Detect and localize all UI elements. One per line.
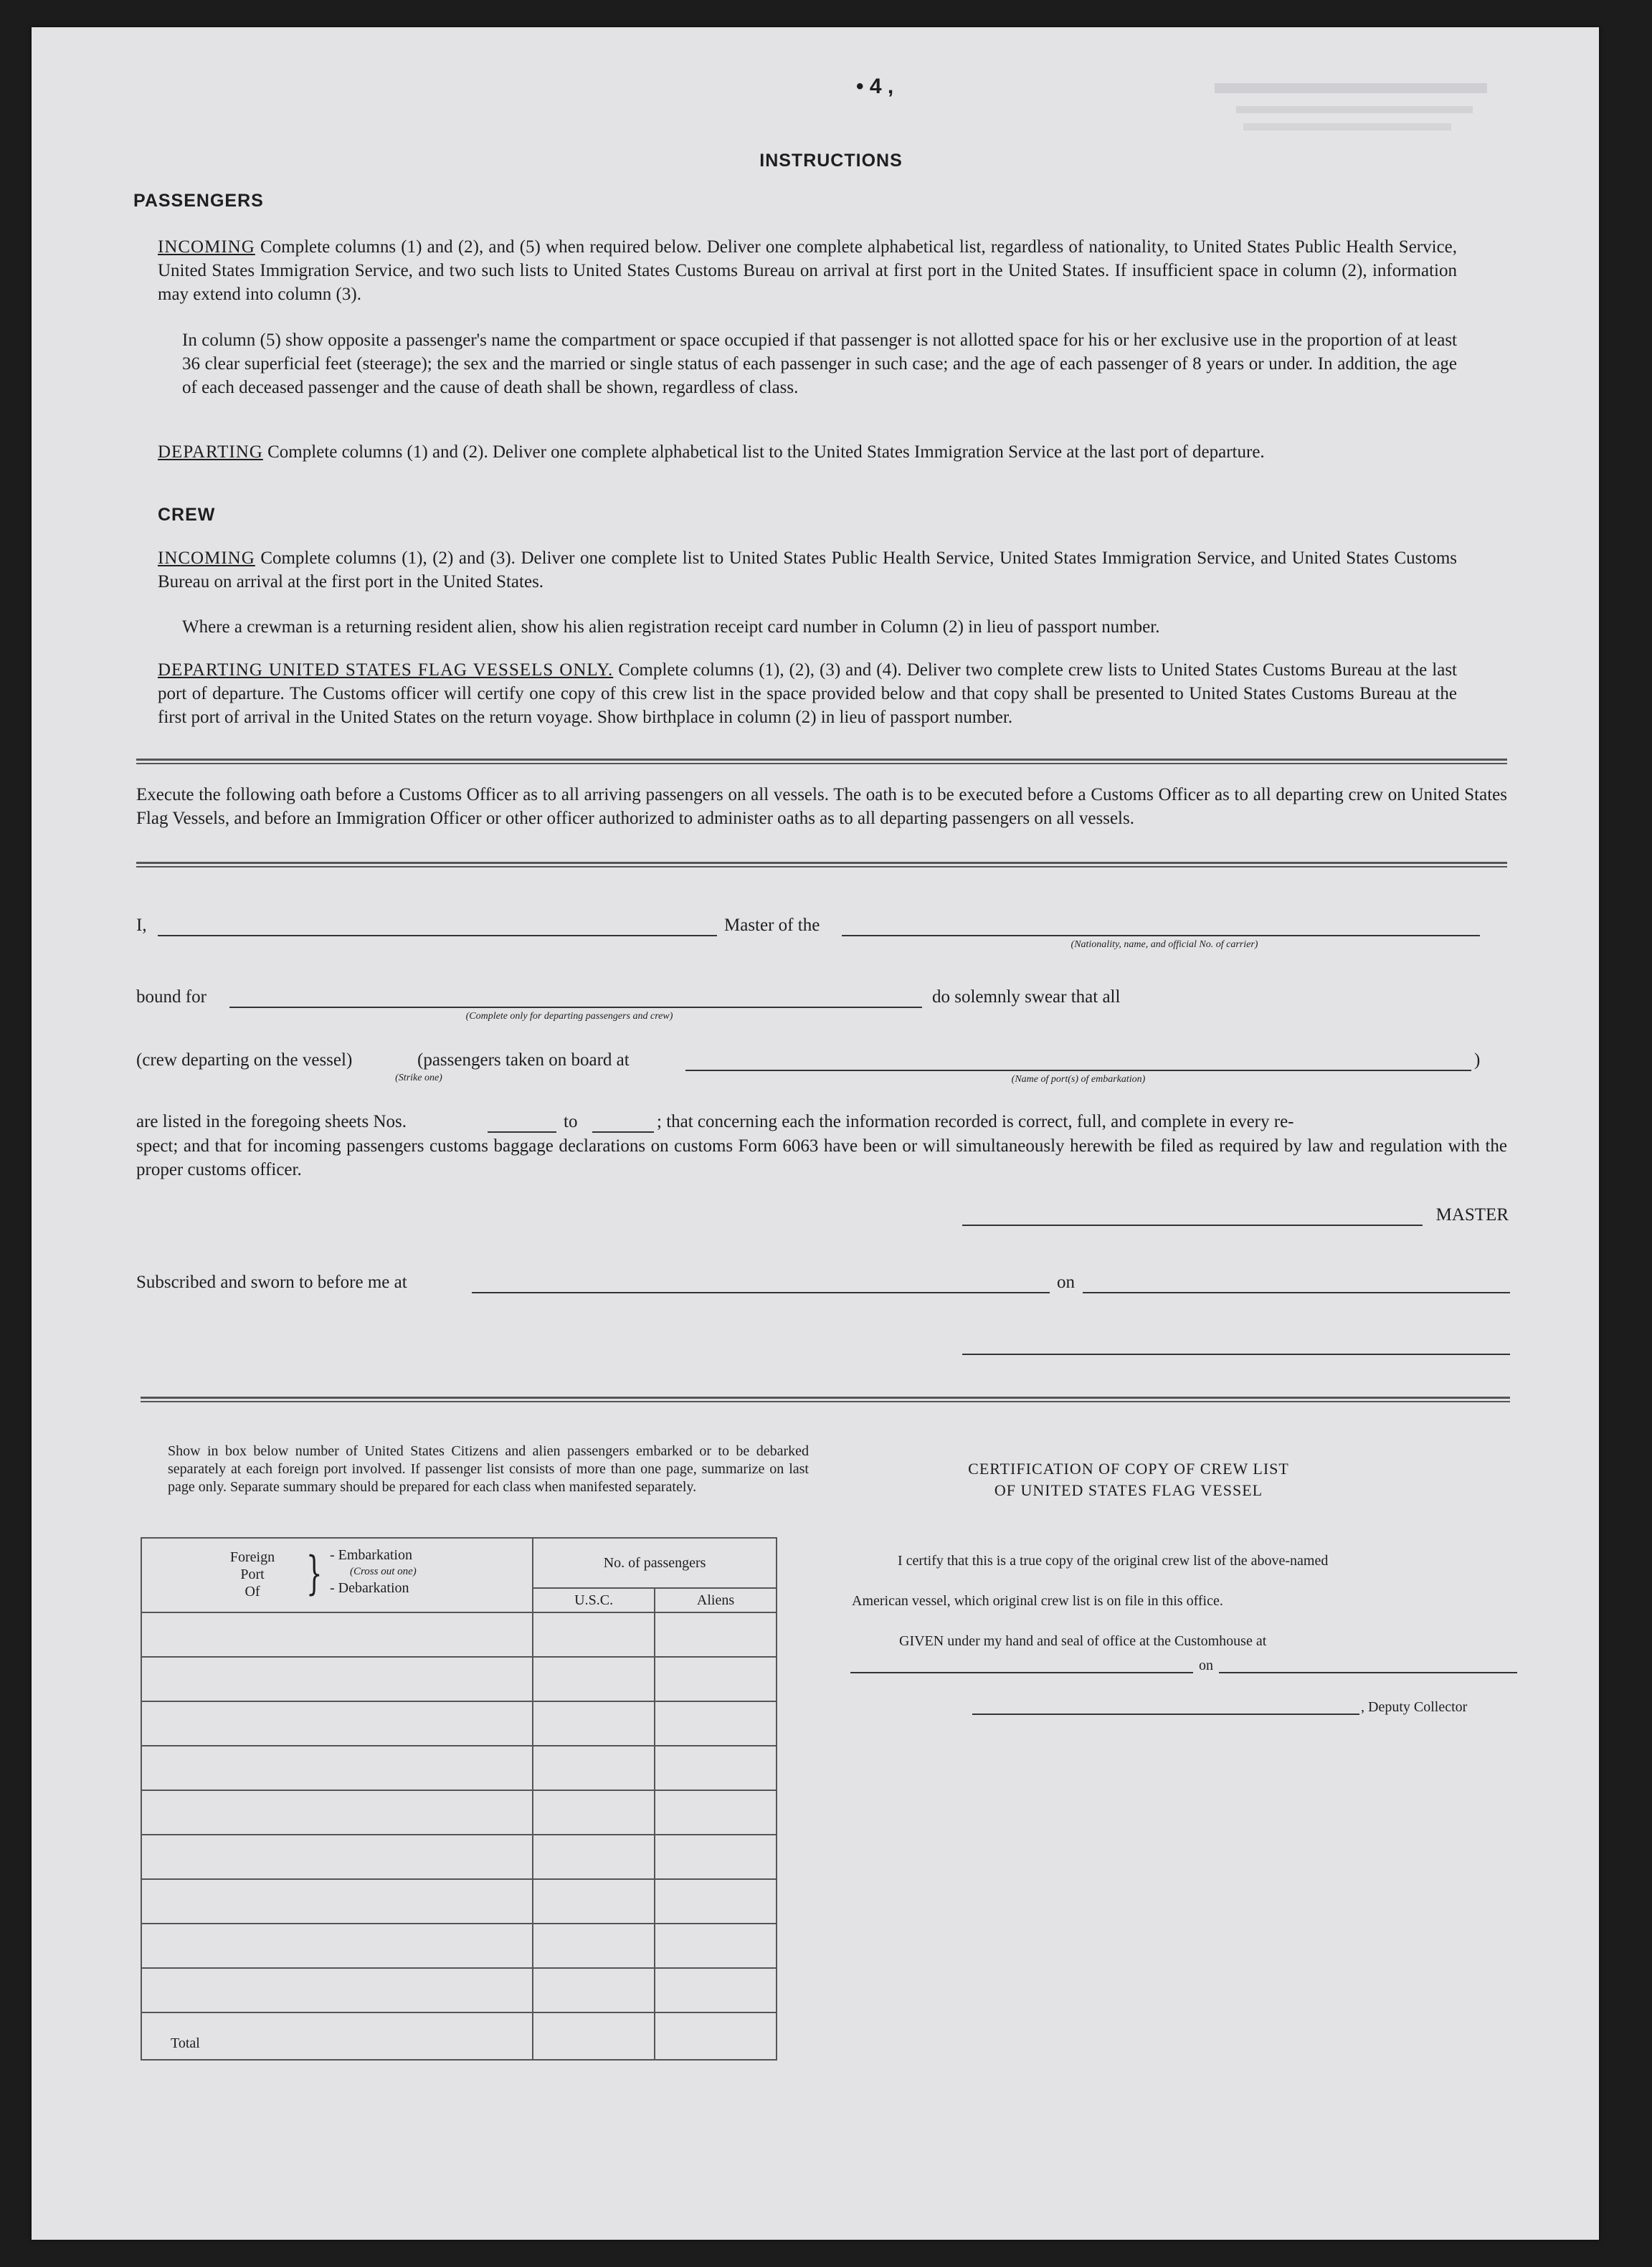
passengers-departing-label: DEPARTING xyxy=(158,442,263,462)
crew-incoming-label: INCOMING xyxy=(158,548,255,568)
deputy-signature-line[interactable] xyxy=(972,1714,1359,1715)
port-cell[interactable] xyxy=(141,1746,533,1790)
passengers-taken-option: (passengers taken on board at xyxy=(417,1050,630,1070)
aliens-cell[interactable] xyxy=(655,1924,777,1968)
certify-on-label: on xyxy=(1199,1658,1213,1673)
listed-sheets-label: are listed in the foregoing sheets Nos. xyxy=(136,1112,407,1131)
usc-cell[interactable] xyxy=(533,1879,655,1924)
port-cell[interactable] xyxy=(141,1835,533,1879)
crew-departing-text: Complete columns (1), (2), (3) and (4). Deliver two complete crew lists to United States Customs Bureau at the last port of departure. The Customs officer will certify one copy of this crew list in the space provided below and that copy shall be presented to United States Customs Bureau at the first port of arrival in the United States on the return voyage. Show birthplace in column (2) in lieu of passport number. xyxy=(158,660,1457,727)
master-of-label: Master of the xyxy=(724,916,820,935)
ports-note: (Name of port(s) of embarkation) xyxy=(1011,1074,1146,1085)
document-sheet xyxy=(32,27,1599,2240)
master-label: MASTER xyxy=(1435,1205,1509,1225)
certification-title-2: OF UNITED STATES FLAG VESSEL xyxy=(994,1481,1263,1499)
passenger-summary-table xyxy=(141,1537,777,2061)
aliens-cell[interactable] xyxy=(655,1657,777,1701)
crew-heading: CREW xyxy=(158,505,216,525)
column5-paragraph: In column (5) show opposite a passenger's name the compartment or space occupied if that passenger is not allotted space for his or her exclusive use in the proportion of at least 36 clear superficial feet (steerage); the sex and the married or single status of each passenger in such case; and the age of each passenger of 8 years or under. In addition, the age of each deceased passenger and the cause of death shall be shown, regardless of class. xyxy=(182,331,1457,397)
crew-departing-option: (crew departing on the vessel) xyxy=(136,1050,353,1070)
aliens-cell[interactable] xyxy=(655,1746,777,1790)
total-aliens-cell[interactable] xyxy=(655,2012,777,2060)
port-cell[interactable] xyxy=(141,1701,533,1746)
usc-cell[interactable] xyxy=(533,1612,655,1657)
bound-for-note: (Complete only for departing passengers and crew) xyxy=(465,1011,673,1022)
cross-out-note: (Cross out one) xyxy=(350,1566,417,1577)
total-usc-cell[interactable] xyxy=(533,2012,655,2060)
subscribed-label: Subscribed and sworn to before me at xyxy=(136,1273,407,1292)
carrier-line[interactable] xyxy=(842,935,1480,936)
listed-baggage-text: spect; and that for incoming passengers customs baggage declarations on customs Form 6063 have been or will simultaneously herewith be filed as required by law and regulation with the proper customs officer. xyxy=(136,1136,1507,1179)
summary-instructions: Show in box below number of United States Citizens and alien passengers embarked or to be debarked separately at each foreign port involved. If passenger list consists of more than one page, summarize on last page only. Separate summary should be prepared for each class when manifested separately. xyxy=(168,1443,809,1495)
aliens-cell[interactable] xyxy=(655,1835,777,1879)
certification-title-1: CERTIFICATION OF COPY OF CREW LIST xyxy=(968,1460,1289,1478)
port-cell[interactable] xyxy=(141,1612,533,1657)
sworn-date-line[interactable] xyxy=(1083,1292,1510,1293)
passengers-heading: PASSENGERS xyxy=(133,191,264,211)
passengers-departing-text: Complete columns (1) and (2). Deliver one complete alphabetical list to the United States Immigration Service at the last port of departure. xyxy=(267,442,1265,462)
bound-for-line[interactable] xyxy=(229,1007,922,1008)
carrier-note: (Nationality, name, and official No. of carrier) xyxy=(1071,939,1258,950)
officer-signature-line[interactable] xyxy=(962,1354,1510,1355)
usc-cell[interactable] xyxy=(533,1924,655,1968)
port-cell[interactable] xyxy=(141,1790,533,1835)
usc-cell[interactable] xyxy=(533,1835,655,1879)
sworn-on-label: on xyxy=(1057,1273,1075,1292)
customhouse-line[interactable] xyxy=(850,1672,1193,1673)
given-under-hand: GIVEN under my hand and seal of office at the Customhouse at xyxy=(899,1633,1267,1649)
divider-oath xyxy=(136,862,1507,868)
certify-date-line[interactable] xyxy=(1219,1672,1517,1673)
usc-cell[interactable] xyxy=(533,1746,655,1790)
usc-cell[interactable] xyxy=(533,1701,655,1746)
oath-i-label: I, xyxy=(136,916,147,935)
crew-resident-paragraph: Where a crewman is a returning resident alien, show his alien registration receipt card number in Column (2) in lieu of passport number. xyxy=(182,617,1160,637)
aliens-cell[interactable] xyxy=(655,1790,777,1835)
master-name-line[interactable] xyxy=(158,935,717,936)
usc-cell[interactable] xyxy=(533,1657,655,1701)
certify-line-1: I certify that this is a true copy of the original crew list of the above-named xyxy=(898,1553,1329,1569)
aliens-cell[interactable] xyxy=(655,1968,777,2012)
aliens-cell[interactable] xyxy=(655,1879,777,1924)
close-paren: ) xyxy=(1474,1050,1481,1070)
crew-incoming-paragraph xyxy=(158,546,1457,594)
port-cell[interactable] xyxy=(141,1924,533,1968)
aliens-cell[interactable] xyxy=(655,1701,777,1746)
port-cell[interactable] xyxy=(141,1657,533,1701)
passengers-incoming-label: INCOMING xyxy=(158,237,255,257)
foreign-port-label: Foreign Port Of xyxy=(229,1549,275,1600)
bleed-through-stamp xyxy=(1215,69,1501,155)
aliens-header: Aliens xyxy=(655,1588,777,1612)
passengers-departing-paragraph xyxy=(158,440,1457,464)
sheet-to-line[interactable] xyxy=(592,1131,654,1133)
passengers-incoming-paragraph xyxy=(158,235,1457,306)
deputy-collector-label: , Deputy Collector xyxy=(1361,1699,1468,1715)
divider-top xyxy=(136,759,1507,764)
usc-header: U.S.C. xyxy=(533,1588,655,1612)
master-signature-line[interactable] xyxy=(962,1225,1423,1226)
passengers-incoming-text: Complete columns (1) and (2), and (5) when required below. Deliver one complete alphabetical list, regardless of nationality, to United States Public Health Service, United States Immigration Service, and two such lists to United States Customs Bureau on arrival at first port in the United States. If insufficient space in column (2), information may extend into column (3). xyxy=(158,237,1458,304)
instructions-title: INSTRUCTIONS xyxy=(759,151,903,171)
usc-cell[interactable] xyxy=(533,1968,655,2012)
embarkation-label: - Embarkation xyxy=(330,1547,412,1563)
page-mark: • 4 , xyxy=(856,75,894,98)
no-of-passengers-header: No. of passengers xyxy=(533,1538,777,1588)
listed-to-label: to xyxy=(564,1112,578,1131)
total-label: Total xyxy=(141,2012,533,2060)
sworn-place-line[interactable] xyxy=(472,1292,1050,1293)
port-cell[interactable] xyxy=(141,1879,533,1924)
certify-line-2: American vessel, which original crew list is on file in this office. xyxy=(852,1593,1223,1609)
solemnly-swear: do solemnly swear that all xyxy=(932,987,1121,1007)
listed-correct-text: ; that concerning each the information recorded is correct, full, and complete in every re- xyxy=(657,1112,1294,1131)
ports-line[interactable] xyxy=(685,1070,1471,1071)
oath-intro: Execute the following oath before a Customs Officer as to all arriving passengers on all vessels. The oath is to be executed before a Customs Officer as to all departing crew on United States Flag Vessels, and before an Immigration Officer or other officer authorized to administer oaths as to all departing passengers on all vessels. xyxy=(136,785,1507,828)
sheet-from-line[interactable] xyxy=(488,1131,556,1133)
strike-note: (Strike one) xyxy=(395,1073,442,1083)
brace-icon: } xyxy=(306,1547,323,1600)
crew-departing-label: DEPARTING UNITED STATES FLAG VESSELS ONLY. xyxy=(158,660,614,680)
usc-cell[interactable] xyxy=(533,1790,655,1835)
crew-departing-paragraph xyxy=(158,658,1457,729)
port-cell[interactable] xyxy=(141,1968,533,2012)
crew-incoming-text: Complete columns (1), (2) and (3). Deliver one complete list to United States Public Health Service, United States Immigration Service, and United States Customs Bureau on arrival at the first port in the United States. xyxy=(158,548,1457,591)
bound-for-label: bound for xyxy=(136,987,206,1007)
divider-bottom xyxy=(141,1397,1510,1402)
debarkation-label: - Debarkation xyxy=(330,1580,409,1596)
aliens-cell[interactable] xyxy=(655,1612,777,1657)
